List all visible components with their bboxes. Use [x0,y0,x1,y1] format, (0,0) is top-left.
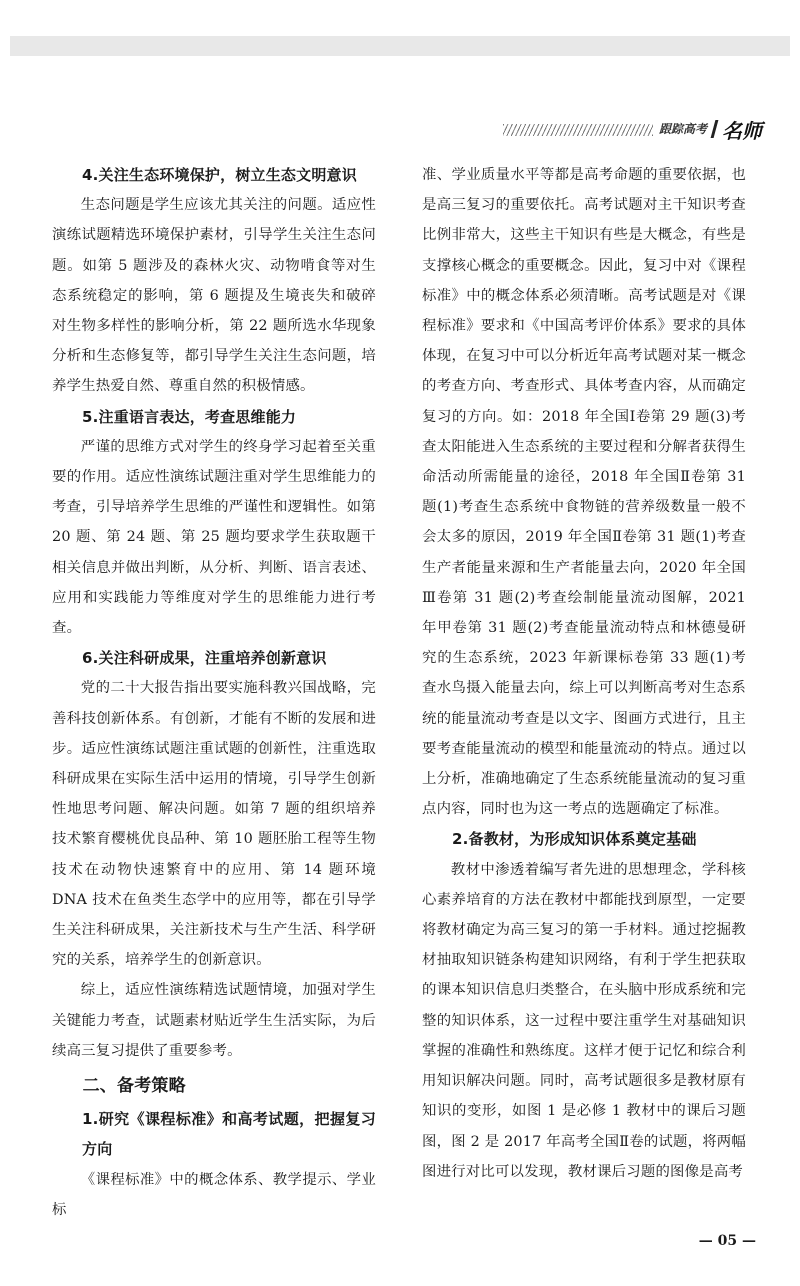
running-header [503,116,762,142]
top-band [10,36,790,56]
page-number: — 05 — [698,1233,756,1249]
heading-strategy-2: 2.备教材，为形成知识体系奠定基础 [452,830,697,849]
left-column [52,160,376,1225]
heading-strategy-1: 1.研究《课程标准》和高考试题，把握复习方向 [82,1110,376,1159]
heading-point-5: 5.注重语言表达，考查思维能力 [82,407,297,426]
paragraph: 《课程标准》中的概念体系、教学提示、学业标 [52,1171,376,1218]
header-section-label: 跟踪高考 [658,122,707,136]
header-divider [711,120,719,138]
right-column [422,160,746,1187]
paragraph: 生态问题是学生应该尤其关注的问题。适应性演练试题精选环境保护素材，引导学生关注生态问题。如第 5 题涉及的森林火灾、动物啃食等对生态系统稳定的影响，第 6 题提及生境丧失和破碎对生物多样性的影响分析，第 22 题所选水华现象分析和生态修复等，都引导学生关注生态问题，培养学生热爱自然、尊重自然的积极情感。 [52,197,376,395]
header-column-title: 名师 [722,119,762,143]
header-hatch-decoration [503,124,653,136]
paragraph: 教材中渗透着编写者先进的思想理念，学科核心素养培育的方法在教材中都能找到原型，一定要将教材确定为高三复习的第一手材料。通过挖掘教材抽取知识链条构建知识网络，有利于学生把获取的课本知识信息归类整合，在头脑中形成系统和完整的知识体系，这一过程中要注重学生对基础知识掌握的准确性和熟练度。这样才便于记忆和综合利用知识解决问题。同时，高考试题很多是教材原有知识的变形，如图 1 是必修 1 教材中的课后习题图，图 2 是 2017 年高考全国Ⅱ卷的试题，将两幅图进行对比可以发现，教材课后习题的图像是高考 [422,861,746,1180]
paragraph: 综上，适应性演练精选试题情境，加强对学生关键能力考查，试题素材贴近学生生活实际，为后续高三复习提供了重要参考。 [52,982,376,1059]
heading-point-6: 6.关注科研成果，注重培养创新意识 [82,649,327,668]
heading-point-4: 4.关注生态环境保护，树立生态文明意识 [82,166,357,184]
paragraph: 严谨的思维方式对学生的终身学习起着至关重要的作用。适应性演练试题注重对学生思维能力的考查，引导培养学生思维的严谨性和逻辑性。如第 20 题、第 24 题、第 25 题均要求学生获取题干相关信息并做出判断，从分析、判断、语言表述、应用和实践能力等维度对学生的思维能力进行考查。 [52,438,376,637]
section-heading-strategy: 二、备考策略 [82,1076,186,1097]
paragraph: 党的二十大报告指出要实施科教兴国战略，完善科技创新体系。有创新，才能有不断的发展和进步。适应性演练试题注重试题的创新性，注重选取科研成果在实际生活中运用的情境，引导学生创新性地思考问题、解决问题。如第 7 题的组织培养技术繁育樱桃优良品种、第 10 题胚胎工程等生物技术在动物快速繁育中的应用、第 14 题环境 DNA 技术在鱼类生态学中的应用等，都在引导学生关注科研成果，关注新技术与生产生活、科学研究的关系，培养学生的创新意识。 [52,680,376,969]
paragraph: 准、学业质量水平等都是高考命题的重要依据，也是高三复习的重要依托。高考试题对主干知识考查比例非常大，这些主干知识有些是大概念，有些是支撑核心概念的重要概念。因此，复习中对《课程标准》中的概念体系必须清晰。高考试题是对《课程标准》要求和《中国高考评价体系》要求的具体体现，在复习中可以分析近年高考试题对某一概念的考查方向、考查形式、具体考查内容，从而确定复习的方向。如：2018 年全国Ⅰ卷第 29 题(3)考查太阳能进入生态系统的主要过程和分解者获得生命活动所需能量的途径，2018 年全国Ⅱ卷第 31 题(1)考查生态系统中食物链的营养级数量一般不会太多的原因，2019 年全国Ⅱ卷第 31 题(1)考查生产者能量来源和生产者能量去向，2020 年全国Ⅲ卷第 31 题(2)考查绘制能量流动图解，2021 年甲卷第 31 题(2)考查能量流动特点和林德曼研究的生态系统，2023 年新课标卷第 33 题(1)考查水鸟摄入能量去向，综上可以判断高考对生态系统的能量流动考查是以文字、图画方式进行，且主要考查能量流动的模型和能量流动的特点。通过以上分析，准确地确定了生态系统能量流动的复习重点内容，同时也为这一考点的选题确定了标准。 [422,167,746,818]
